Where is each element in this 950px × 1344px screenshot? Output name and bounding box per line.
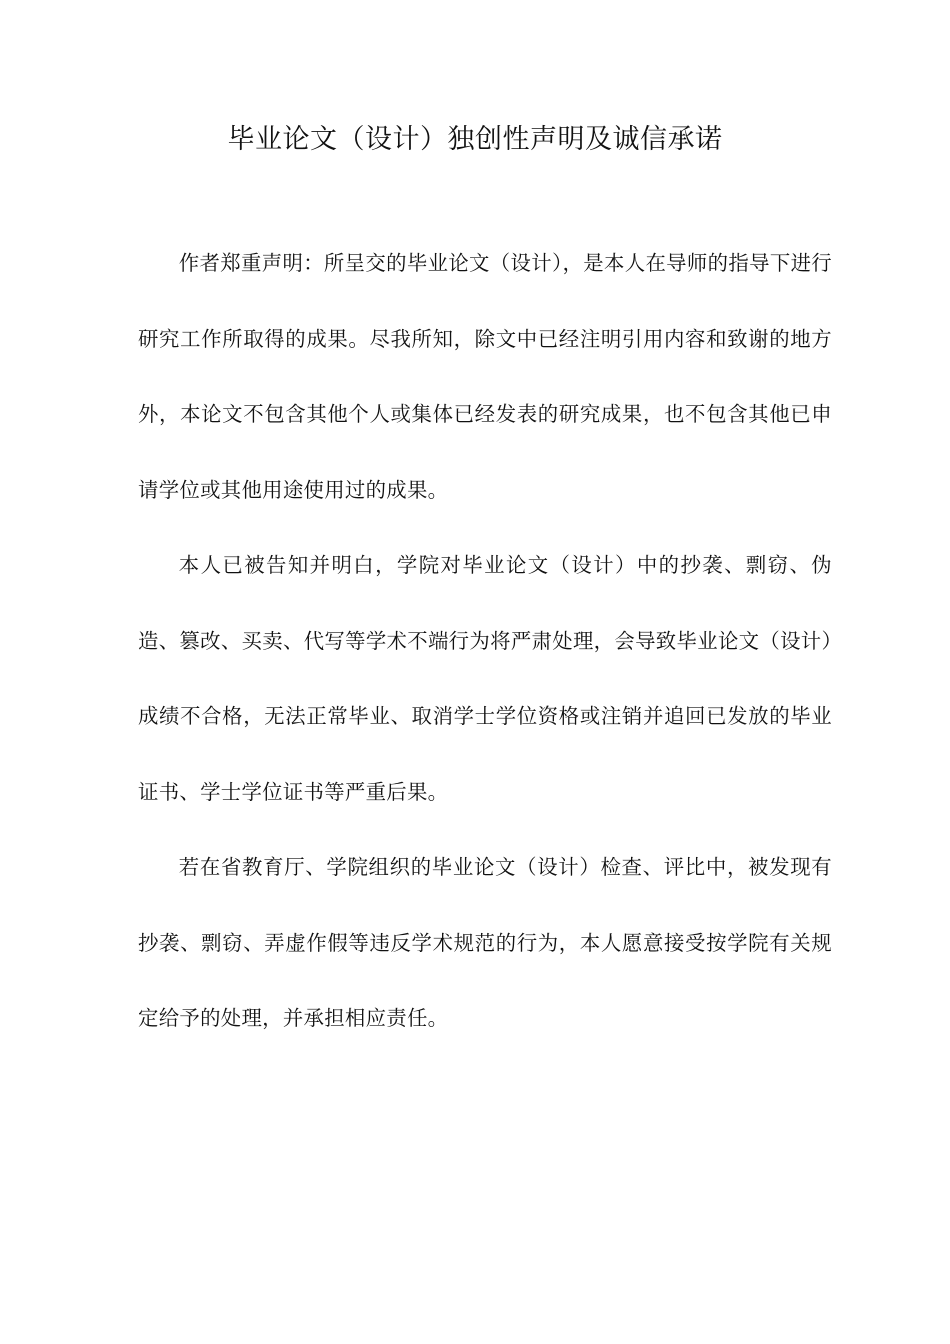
declaration-body (138, 226, 832, 1057)
paragraph-originality-statement: 作者郑重声明：所呈交的毕业论文（设计），是本人在导师的指导下进行研究工作所取得的成果。尽我所知，除文中已经注明引用内容和致谢的地方外，本论文不包含其他个人或集体已经发表的研究成果，也不包含其他已申请学位或其他用途使用过的成果。 (138, 251, 832, 502)
paragraph-misconduct-consequences: 本人已被告知并明白，学院对毕业论文（设计）中的抄袭、剽窃、伪造、篡改、买卖、代写等学术不端行为将严肃处理，会导致毕业论文（设计）成绩不合格，无法正常毕业、取消学士学位资格或注销并追回已发放的毕业证书、学士学位证书等严重后果。 (138, 553, 832, 804)
paragraph-inspection-commitment: 若在省教育厅、学院组织的毕业论文（设计）检查、评比中，被发现有抄袭、剽窃、弄虚作假等违反学术规范的行为，本人愿意接受按学院有关规定给予的处理，并承担相应责任。 (138, 855, 832, 1030)
document-title: 毕业论文（设计）独创性声明及诚信承诺 (227, 124, 723, 155)
